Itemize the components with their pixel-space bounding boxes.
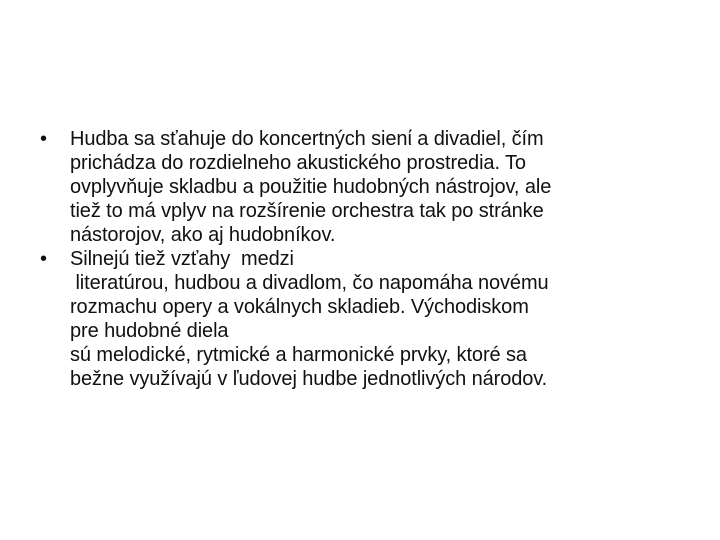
bullet-text-line: bežne využívajú v ľudovej hudbe jednotlivých národov. bbox=[70, 368, 548, 390]
bullet-text-line: Hudba sa sťahuje do koncertných sienί a divadiel, čím bbox=[70, 128, 544, 150]
bullet-marker: • bbox=[40, 248, 48, 270]
bullet-text-line: rozmachu opery a vokálnych skladieb. Východiskom bbox=[70, 296, 529, 318]
bullet-text-line: sú melodické, rytmické a harmonické prvky, ktoré sa bbox=[70, 344, 527, 366]
bullet-item bbox=[36, 127, 708, 247]
bullet-text-line: ovplyvňuje skladbu a použitie hudobných nástrojov, ale bbox=[70, 176, 552, 198]
bullet-text-line: literatúrou, hudbou a divadlom, čo napomáha novému bbox=[70, 272, 549, 294]
bullet-marker: • bbox=[40, 128, 48, 150]
bullet-text-line: Silnejú tiež vzťahy medzi bbox=[70, 248, 294, 270]
bullet-list bbox=[36, 127, 708, 391]
bullet-text-line: tiež to má vplyv na rozšírenie orchestra tak po stránke bbox=[70, 200, 544, 222]
bullet-text-line: prichádza do rozdielneho akustického prostredia. To bbox=[70, 152, 526, 174]
bullet-item bbox=[36, 247, 708, 391]
bullet-text-line: nástorojov, ako aj hudobníkov. bbox=[70, 224, 336, 246]
bullet-text-line: pre hudobné diela bbox=[70, 320, 229, 342]
